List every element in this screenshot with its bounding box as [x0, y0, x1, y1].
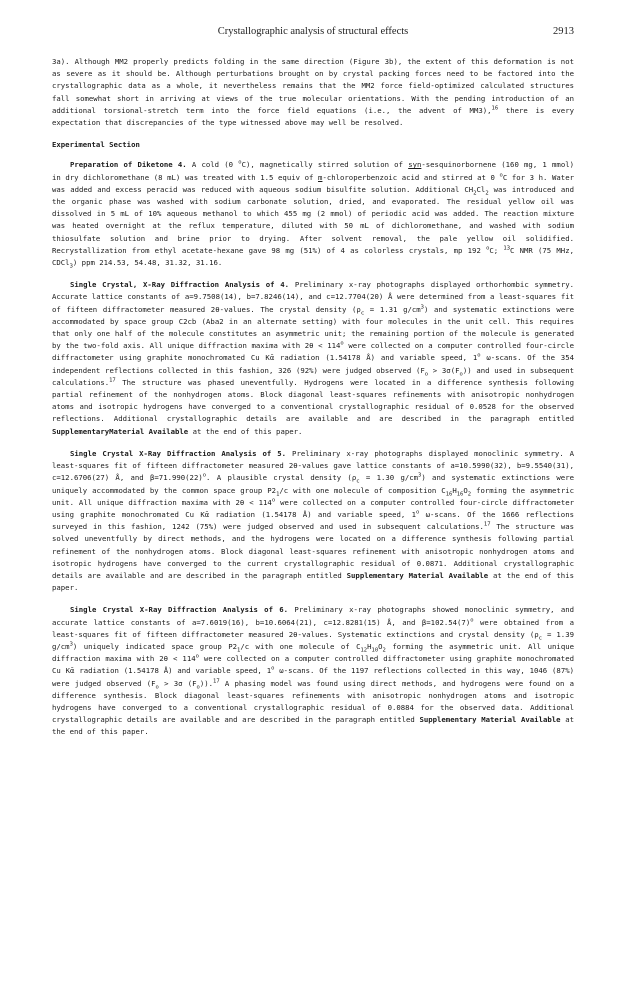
paragraph-heading: Single Crystal, X-Ray Diffraction Analysis of 4. [70, 280, 290, 290]
journal-page [52, 26, 574, 749]
paragraph-heading: Preparation of Diketone 4. [70, 160, 187, 170]
article-body [52, 56, 574, 739]
paragraph-heading: Single Crystal X-Ray Diffraction Analysis of 5. [70, 448, 287, 458]
xray-analysis-6-paragraph: Single Crystal X-Ray Diffraction Analysis of 6. Preliminary x-ray photographs showed monoclinic symmetry, and accurate lattice constants of a=7.6019(16), b=10.6064(21), c=12.8281(15) Å, and $\beta=102.54(7)^o$ were obtained from a least-squares fit of fifteen diffractometer measured 2θ-values. Systematic extinctions and crystal density ($\rho_c = 1.39$ $g/cm^3$) uniquely indicated space group $P2_1/c$ with one molecule of $C_{12}H_{10}O_2$ forming the asymmetric unit. All unique diffraction maxima with $2\theta < 114^o$ were collected on a computer controlled diffractometer using graphite monochromated Cu Kᾱ radiation (1.54178 Å) and variable speed, 1$^o$ ω-scans. Of the 1197 reflections collected in this way, 1046 (87%) were judged observed ($F_o > 3\sigma$ $(F_o)).^{17}$ A phasing model was found using direct methods, and hydrogens were found on a difference synthesis. Block diagonal least-squares refinements with anisotropic nonhydrogen atoms and isotropic hydrogens have converged to a conventional crystallographic residual of 0.0884 for the observed data. Additional crystallographic details are available and are described in the paragraph entitled Supplementary Material Available at the end of this paper. [52, 605, 575, 737]
preparation-paragraph: Preparation of Diketone 4. A cold (0 $^o$C), magnetically stirred solution of syn-sesquinorbornene (160 mg, 1 mmol) in dry dichloromethane (8 mL) was treated with 1.5 equiv of m-chloroperbenzoic acid and stirred at 0 $^o$C for 3 h. Water was added and excess peracid was reduced with aqueous sodium bisulfite solution. Additional $CH_2Cl_2$ was introduced and the organic phase was washed with sodium carbonate solution, dried, and evaporated. The residual yellow oil was dissolved in 5 mL of 10% aqueous methanol to which 455 mg (2 mmol) of periodic acid was added. The reaction mixture was heated overnight at the reflux temperature, diluted with 50 mL of dichloromethane, and washed with sodium thiosulfate solution and brine prior to drying. After solvent removal, the pale yellow oil solidified. Recrystallization from ethyl acetate-hexane gave 98 mg (51%) of 4 as colorless crystals, mp 192 $^o$C; $^{13}$C NMR (75 MHz, CDCl$_3$) ppm 214.53, 54.48, 31.32, 31.16. [52, 160, 574, 270]
xray-analysis-5-paragraph: Single Crystal X-Ray Diffraction Analysis of 5. Preliminary x-ray photographs displayed monoclinic symmetry. A least-squares fit of fifteen diffractometer measured 2θ-values gave lattice constants of a=10.5990(32), b=9.5540(31), c=12.6706(27) Å, and $\beta=71.990(22)^o$. A plausible crystal density ($\rho_c = 1.30$ $g/cm^3$) and systematic extinctions were uniquely accommodated by the common space group $P2_1/c$ with one molecule of composition $C_{16}H_{16}O_2$ forming the asymmetric unit. All unique diffraction maxima with $2\theta < 114^o$ were collected on a computer controlled four-circle diffractometer using graphite monochromated Cu Kᾱ radiation (1.54178 Å) and variable speed, 1$^o$ ω-scans. Of the 1666 reflections surveyed in this fashion, 1242 (75%) were judged observed and used in subsequent calculations.$^{17}$ The structure was solved uneventfully by direct methods, and the hydrogens were located on a difference synthesis following partial refinement of the nonhydrogen atoms. Block diagonal least-squares refinement with anisotropic nonhydrogen atoms and isotropic hydrogens have converged to the current crystallographic residual of 0.0871. Additional crystallographic details are available and are described in the paragraph entitled Supplementary Material Available at the end of this paper. [52, 448, 575, 593]
section-heading: Experimental Section [52, 140, 140, 150]
xray-analysis-4-paragraph: Single Crystal, X-Ray Diffraction Analysis of 4. Preliminary x-ray photographs displayed orthorhombic symmetry. Accurate lattice constants of a=9.7508(14), b=7.8246(14), and c=12.7704(20) Å were determined from a least-squares fit of fifteen diffractometer measured 2θ-values. The crystal density ($\rho_c = 1.31$ $g/cm^3$) and systematic extinctions were accommodated by space group C2cb (Aba2 in an alternate setting) with four molecules in the unit cell. This requires that only one half of the molecule constitutes an asymmetric unit; the remaining portion of the molecule is generated by the two-fold axis. All unique diffraction maxima with $2\theta < 114^o$ were collected on a computer controlled four-circle diffractometer using graphite monochromated Cu Kᾱ radiation (1.54178 Å) and variable speed, 1$^o$ ω-scans. Of the 354 independent reflections collected in this fashion, 326 (92%) were judged observed $(F_o > 3\sigma(F_o))$ and used in subsequent calculations.$^{17}$ The structure was phased uneventfully. Hydrogens were located in a difference synthesis following partial refinement of the nonhydrogen atoms. Block diagonal least-squares refinements with anisotropic nonhydrogen atoms and isotropic hydrogens have converged to a conventional crystallographic residual of 0.0528 for the observed reflections. Additional crystallographic details are available and are described in the paragraph entitled SupplementaryMaterial Available at the end of this paper. [52, 280, 575, 436]
running-title: Crystallographic analysis of structural effects [217, 26, 409, 37]
discussion-paragraph: 3a). Although MM2 properly predicts folding in the same direction (Figure 3b), the extent of this deformation is not as severe as it should be. Although perturbations brought on by crystal packing forces need to be factored into the crystallographic data as a whole, it nevertheless remains that the MM2 force field-optimized calculated structures fall somewhat short in arriving at views of the true molecular orientations. With the pending introduction of an additional torsional-stretch term into the force field equations (i.e., the advent of MM3),$^{16}$ there is every expectation that discrepancies of the type witnessed above may well be resolved. [52, 57, 574, 128]
running-header [52, 26, 574, 44]
page-number: 2913 [553, 26, 574, 37]
paragraph-heading: Single Crystal X-Ray Diffraction Analysis of 6. [70, 605, 289, 615]
